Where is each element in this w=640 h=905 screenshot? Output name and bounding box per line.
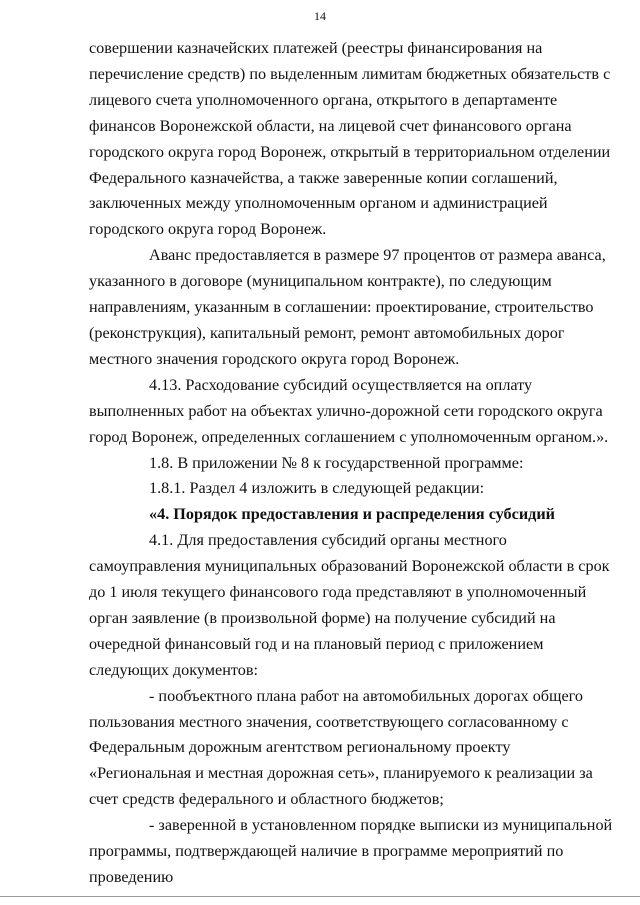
body-paragraph-4-1: 4.1. Для предоставления субсидий органы местного самоуправления муниципальных образований Воронежской области в срок до 1 июля текущего финансового года представляют в уполномоченный орган заявление (в произвольной форме) на получение субсидий на очередной финансовый год и на плановый период с приложением следующих документов: [89, 531, 610, 679]
page-bottom-rule [0, 896, 640, 897]
section-heading: «4. Порядок предоставления и распределения субсидий [149, 505, 555, 524]
page-number: 14 [314, 9, 326, 23]
body-paragraph-4-13: 4.13. Расходование субсидий осуществляется на оплату выполненных работ на объектах улично-дорожной сети городского округа город Воронеж, определенных соглашением с уполномоченным органом.». [89, 375, 609, 446]
body-paragraph-1-8: 1.8. В приложении № 8 к государственной программе: [149, 453, 524, 472]
body-paragraph-continuation: совершении казначейских платежей (реестры финансирования на перечисление средств) по выделенным лимитам бюджетных обязательств с лицевого счета уполномоченного органа, открытого в департаменте финансов Воронежской области, на лицевой счет финансового органа городского округа город Воронеж, открытый в территориальном отделении Федерального казначейства, а также заверенные копии соглашений, заключенных между уполномоченным органом и администрацией городского округа город Воронеж. [89, 39, 611, 239]
body-paragraph-1-8-1: 1.8.1. Раздел 4 изложить в следующей редакции: [149, 479, 485, 498]
body-paragraph-advance: Аванс предоставляется в размере 97 процентов от размера аванса, указанного в договоре (муниципальном контракте), по следующим направлениям, указанным в соглашении: проектирование, строительство (реконструкция), капитальный ремонт, ремонт автомобильных дорог местного значения городского округа город Воронеж. [89, 246, 606, 368]
list-item-program-extract: - заверенной в установленном порядке выписки из муниципальной программы, подтверждающей наличие в программе мероприятий по проведению [89, 816, 613, 886]
list-item-object-plan: - пообъектного плана работ на автомобильных дорогах общего пользования местного значения, соответствующего согласованному с Федеральным дорожным агентством региональному проекту «Региональная и местная дорожная сеть», планируемого к реализации за счет средств федерального и областного бюджетов; [89, 686, 593, 809]
document-body [89, 36, 615, 891]
